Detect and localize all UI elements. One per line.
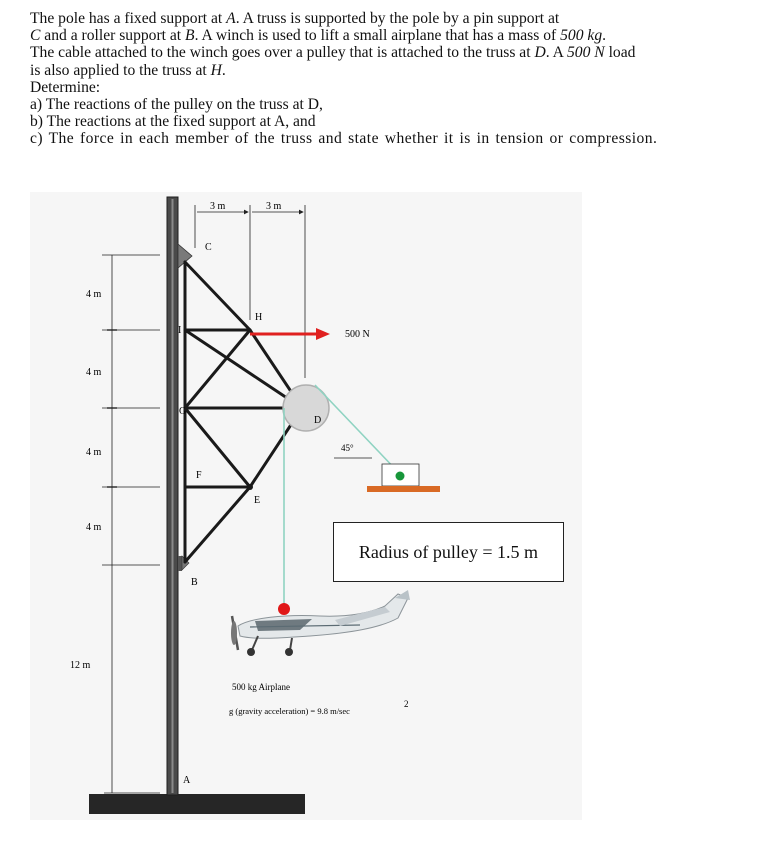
dim-label-4m-4: 4 m: [86, 522, 102, 533]
joint-label-b: B: [191, 577, 198, 588]
left-dimension-lines: [102, 255, 160, 793]
lift-hook: [278, 603, 290, 615]
angle-label: 45°: [341, 443, 354, 453]
dim-label-3m-left: 3 m: [210, 201, 226, 212]
joint-label-e: E: [254, 495, 261, 506]
joint-label-i: I: [178, 325, 182, 336]
question-b: b) The reactions at the fixed support at A, and: [30, 113, 316, 131]
dim-label-3m-right: 3 m: [266, 201, 282, 212]
problem-line-4: is also applied to the truss at H.: [30, 61, 226, 79]
dim-label-12m: 12 m: [70, 660, 91, 671]
gravity-exponent: 2: [404, 699, 409, 709]
joint-label-h: H: [255, 312, 263, 323]
problem-line-2: C and a roller support at B. A winch is used to lift a small airplane that has a mass of 500 kg.: [30, 27, 607, 45]
winch-base: [367, 486, 440, 492]
determine-heading: Determine:: [30, 78, 101, 96]
airplane-label: 500 kg Airplane: [232, 682, 290, 692]
joint-e: [247, 484, 253, 490]
joint-label-c: C: [205, 242, 212, 253]
winch-drum: [396, 472, 405, 481]
problem-line-1: The pole has a fixed support at A. A truss is supported by the pole by a pin support at: [30, 10, 560, 27]
joint-label-f: F: [196, 470, 202, 481]
joint-label-d: D: [314, 415, 322, 426]
problem-line-3: The cable attached to the winch goes over a pulley that is attached to the truss at D. A 500 N load: [30, 44, 636, 62]
dim-label-4m-2: 4 m: [86, 367, 102, 378]
joint-label-a: A: [183, 775, 191, 786]
cable-to-winch: [315, 385, 400, 474]
force-arrow-head: [316, 328, 330, 340]
winch: [367, 464, 440, 492]
question-a: a) The reactions of the pulley on the truss at D,: [30, 96, 323, 114]
dim-label-4m-3: 4 m: [86, 447, 102, 458]
pulley-radius-box: [333, 522, 564, 582]
question-c: c) The force in each member of the truss and state whether it is in tension or compression.: [30, 130, 658, 148]
ground-block: [89, 794, 305, 814]
joint-label-g: G: [179, 406, 187, 417]
pulley-radius-label: Radius of pulley = 1.5 m: [358, 541, 539, 562]
force-label: 500 N: [345, 329, 370, 340]
dim-label-4m-1: 4 m: [86, 289, 102, 300]
airplane: [231, 590, 410, 656]
gravity-label: g (gravity acceleration) = 9.8 m/sec: [229, 706, 350, 716]
